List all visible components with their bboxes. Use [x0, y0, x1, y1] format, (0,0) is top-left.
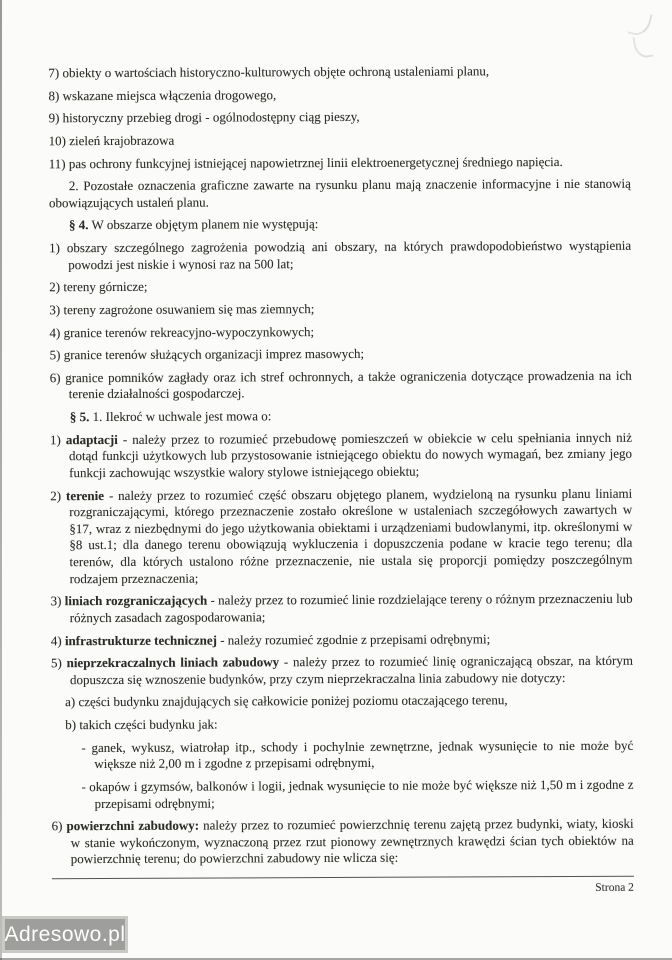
item-text: - należy przez to rozumieć linie rozdzielające tereny o różnym przeznaczeniu lub różnych zasadach zagospodarowania;	[69, 590, 633, 626]
item-marker: 2)	[50, 487, 62, 503]
definition-liniach-rozgraniczajacych	[51, 591, 633, 627]
definition-adaptacji	[50, 429, 632, 481]
item-marker: 3)	[50, 593, 62, 609]
sub-item-a	[65, 692, 633, 711]
definition-powierzchni-zabudowy	[52, 816, 634, 868]
item-text: pas ochrony funkcyjnej istniejącej napowietrznej linii elektroenergetycznej średniego napięcia.	[68, 153, 563, 171]
item-marker: 9)	[48, 110, 60, 126]
item-text: części budynku znajdujących się całkowicie poniżej poziomu otaczającego terenu,	[78, 692, 508, 710]
dash-item-ganek	[81, 737, 633, 773]
page-number: Strona 2	[595, 881, 634, 894]
item-text: tereny górnicze;	[63, 279, 148, 295]
definition-liniach-zabudowy	[51, 653, 633, 689]
item-text: tereny zagrożone osuwaniem się mas ziemnych;	[63, 300, 315, 318]
item-marker: 5)	[50, 655, 62, 671]
list-item-2	[49, 277, 631, 296]
defined-term: powierzchni zabudowy:	[66, 817, 200, 834]
item-text: obiekty o wartościach historyczno-kulturowych objęte ochroną ustaleniami planu,	[62, 63, 490, 81]
item-text: obszary szczególnego zagrożenia powodzią ani obszary, na których prawdopodobieństwo wystąpienia powodzi jest niskie i wynosi raz na 500 lat;	[66, 237, 632, 272]
item-marker: 7)	[48, 65, 60, 81]
list-item-8	[48, 85, 630, 104]
definition-infrastrukturze	[51, 630, 633, 649]
item-marker: 4)	[49, 324, 61, 340]
item-marker: 8)	[48, 87, 60, 103]
adresowo-watermark-logo	[2, 916, 128, 953]
item-marker: -	[81, 739, 86, 755]
item-marker: 6)	[51, 818, 63, 834]
section-heading-par-4	[49, 215, 631, 234]
defined-term: terenie	[65, 487, 105, 503]
defined-term: liniach rozgraniczających	[64, 592, 208, 609]
item-text: takich części budynku jak:	[79, 716, 218, 733]
list-item-3	[49, 300, 631, 319]
item-marker: 5)	[49, 347, 61, 363]
item-text: należy przez to rozumieć powierzchnię terenu zajętą przez budynki, wiaty, kioski w stanie wykończonym, wyznaczoną przez rzut pionowy zewnętrznych krawędzi ścian tych obiektów na powierzchnię terenu; do powierzchni zabudowy nie wlicza się:	[70, 815, 634, 867]
item-marker: a)	[65, 694, 76, 710]
item-text: wskazane miejsca włączenia drogowego,	[62, 86, 277, 103]
item-text: granice terenów służących organizacji imprez masowych;	[63, 346, 365, 363]
item-marker: 2)	[49, 279, 61, 295]
item-marker: b)	[65, 717, 77, 733]
section-number: § 4.	[68, 217, 89, 233]
watermark-label: Adresowo.pl	[4, 922, 126, 946]
item-text: zieleń krajobrazowa	[69, 132, 175, 149]
item-marker: -	[81, 778, 86, 794]
list-item-5	[50, 345, 632, 364]
item-marker: 4)	[50, 632, 62, 648]
list-item-4	[49, 322, 631, 341]
item-text: - należy przez to rozumieć linię ograniczającą obszar, na którym dopuszcza się wznoszenie budynków, przy czym nieprzekraczalna linia zabudowy nie dotyczy:	[69, 652, 633, 687]
footer-divider	[52, 876, 634, 880]
item-text: - należy przez to rozumieć część obszaru objętego planem, wydzieloną na rysunku planu liniami rozgraniczającymi, którego przeznaczenie zostało określone w ustaleniach szczegółowych zawartych w §17, wraz z niezbędnymi do jego użytkowania obiektami i urządzeniami budowlanymi, itp. określonymi w §8 ust.1; dla danego terenu obowiązują wykluczenia i dopuszczenia podane w kracie tego terenu; dla terenów, dla których ustalono różne przeznaczenie, nie ustala się proporcji pomiędzy poszczególnym rodzajem przeznaczenia;	[69, 485, 633, 586]
defined-term: infrastrukturze technicznej	[64, 632, 217, 648]
section-heading-par-5	[50, 407, 632, 426]
item-text: - należy rozumieć zgodnie z przepisami odrębnymi;	[220, 630, 491, 648]
item-marker: 1)	[49, 431, 61, 447]
list-item-1	[49, 238, 631, 274]
section-text: 1. Ilekroć w uchwale jest mowa o:	[92, 408, 272, 425]
item-text: - należy przez to rozumieć przebudowę pomieszczeń w obiekcie w celu spełniania innych niż dotąd funkcji użytkowych lub przystosowanie istniejącego obiektu do nowych wymagań, bez zmiany jego funkcji zachowując wszystkie walory stylowe istniejącego obiektu;	[68, 429, 633, 481]
list-item-6	[50, 367, 632, 403]
item-marker: 3)	[49, 302, 61, 318]
definition-terenie	[50, 485, 632, 587]
list-item-10	[49, 131, 631, 150]
item-text: granice terenów rekreacyjno-wypoczynkowych;	[63, 323, 315, 340]
paragraph-ust-2	[49, 176, 631, 212]
defined-term: nieprzekraczalnych liniach zabudowy	[66, 654, 280, 671]
item-text: ganek, wykusz, wiatrołap itp., schody i pochylnie zewnętrzne, jednak wysunięcie to nie może być większe niż 2,00 m i zgodne z przepisami odrębnymi,	[91, 737, 634, 772]
item-text: granice pomników zagłady oraz ich stref ochronnych, a także ograniczenia dotyczące prowadzenia na ich terenie działalności gospodarczej.	[65, 367, 632, 402]
paragraph-text: 2. Pozostałe oznaczenia graficzne zawarte na rysunku planu mają znaczenie informacyjne i nie stanowią obowiązujących ustaleń planu.	[48, 175, 631, 211]
item-text: historyczny przebieg drogi - ogólnodostępny ciąg pieszy,	[62, 109, 360, 126]
list-item-11	[49, 153, 631, 172]
item-marker: 11)	[48, 155, 66, 171]
section-text: W obszarze objętym planem nie występują:	[91, 216, 319, 233]
dash-item-okapow	[81, 777, 633, 813]
item-marker: 6)	[49, 369, 61, 385]
list-item-7	[48, 63, 630, 82]
item-text: okapów i gzymsów, balkonów i logii, jednak wysunięcie to nie może być większe niż 1,50 m i zgodne z przepisami odrębnymi;	[89, 776, 634, 811]
defined-term: adaptacji	[65, 431, 118, 447]
list-item-9	[49, 108, 631, 127]
section-number: § 5.	[69, 409, 90, 425]
item-marker: 1)	[49, 240, 60, 256]
sub-item-b	[65, 715, 633, 734]
item-marker: 10)	[48, 133, 67, 149]
